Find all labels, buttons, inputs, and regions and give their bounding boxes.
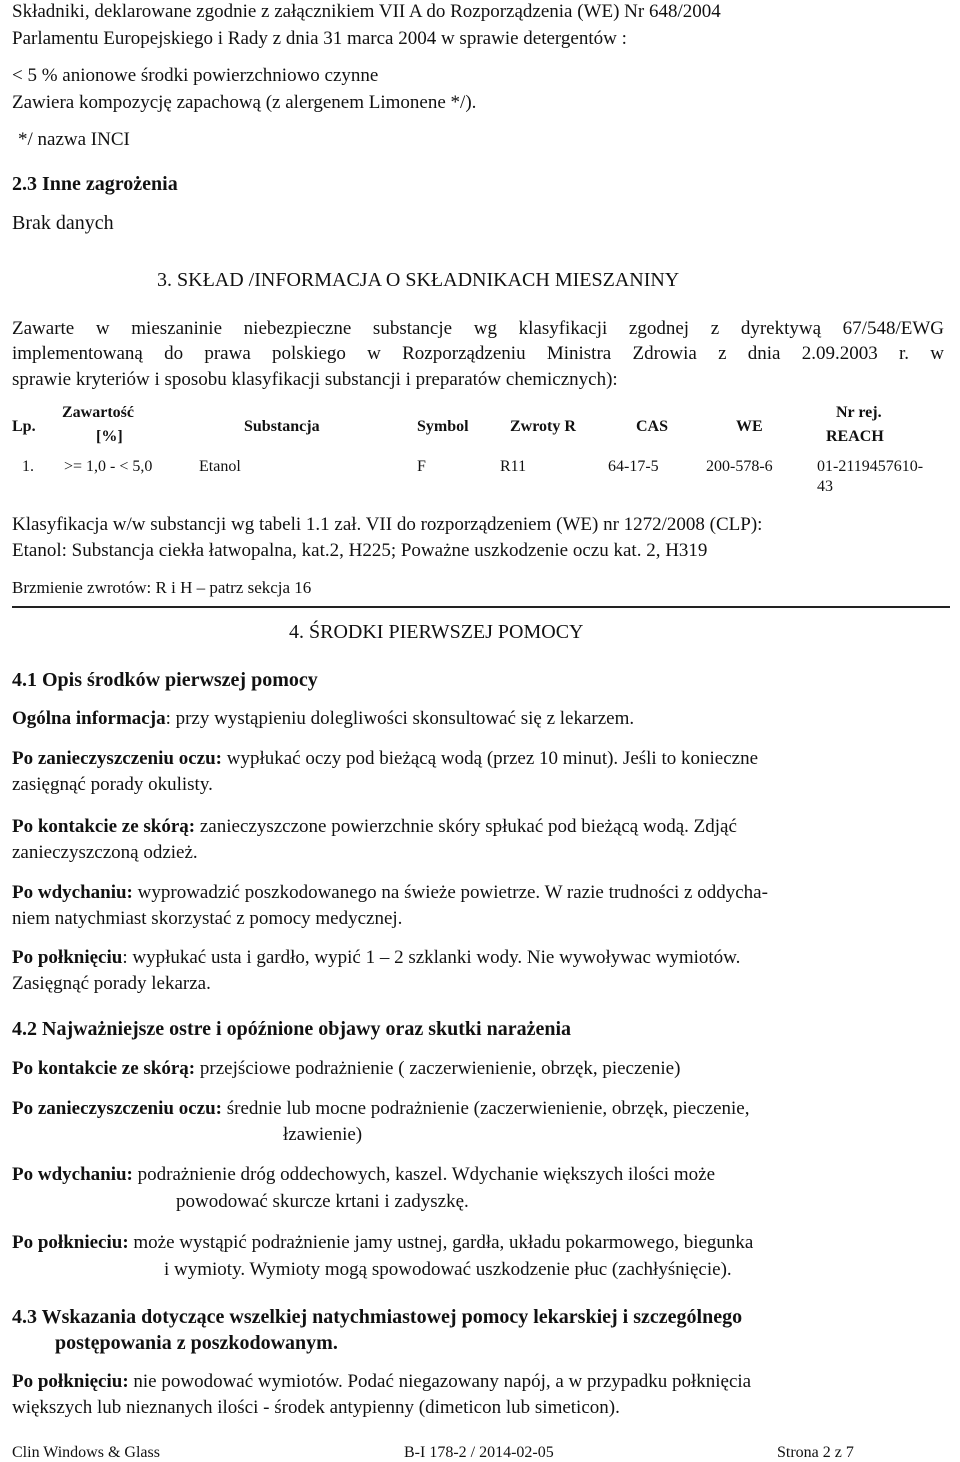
- section-4-1-title: 4.1 Opis środków pierwszej pomocy: [12, 669, 318, 691]
- header-we: WE: [736, 418, 763, 435]
- s2-swallow-line-1: [12, 1231, 753, 1255]
- s2-inhalation-line-2: powodować skurcze krtani i zadyszkę.: [176, 1191, 469, 1212]
- footer-document-id: B-I 178-2 / 2014-02-05: [404, 1444, 554, 1461]
- skin-label: Po kontakcie ze skórą:: [12, 816, 196, 837]
- s3-swallow-label: Po połknięciu:: [12, 1371, 129, 1392]
- section-3-para-line-1: Zawarte w mieszaninie niebezpieczne substancje wg klasyfikacji zgodnej z dyrektywą 67/548/EWG: [12, 318, 944, 339]
- s2-swallow-line-2: i wymioty. Wymioty mogą spowodować uszkodzenie płuc (zachłyśnięcie).: [164, 1259, 732, 1280]
- s2-swallow-label: Po połknieciu:: [12, 1232, 129, 1253]
- anionic-surfactants-line: < 5 % anionowe środki powierzchniowo czynne: [12, 65, 379, 86]
- inci-note: */ nazwa INCI: [18, 129, 130, 150]
- s2-swallow-text: może wystąpić podrażnienie jamy ustnej, gardła, układu pokarmowego, biegunka: [128, 1232, 754, 1253]
- header-substance: Substancja: [244, 418, 320, 435]
- phrases-note: Brzmienie zwrotów: R i H – patrz sekcja 16: [12, 578, 312, 597]
- skin-line-2: zanieczyszczoną odzież.: [12, 842, 198, 863]
- swallow-text: : wypłukać usta i gardło, wypić 1 – 2 szklanki wody. Nie wywoływac wymiotów.: [122, 947, 741, 968]
- inhalation-text: wyprowadzić poszkodowanego na świeże powietrze. W razie trudności z oddycha-: [132, 882, 768, 903]
- fragrance-line: Zawiera kompozycję zapachową (z alergenem Limonene */).: [12, 92, 477, 113]
- header-content: Zawartość: [62, 404, 134, 421]
- header-reach-number: Nr rej.: [836, 404, 882, 421]
- section-4-3-title-line-2: postępowania z poszkodowanym.: [55, 1332, 338, 1354]
- row-1-substance: Etanol: [199, 458, 241, 475]
- swallow-label: Po połknięciu: [12, 947, 123, 968]
- row-1-we: 200-578-6: [706, 458, 773, 475]
- clp-classification-line-2: Etanol: Substancja ciekła łatwopalna, kat.2, H225; Poważne uszkodzenie oczu kat. 2, H319: [12, 540, 708, 561]
- s2-eyes-line-2: łzawienie): [283, 1124, 363, 1145]
- section-4-2-title: 4.2 Najważniejsze ostre i opóźnione objawy oraz skutki narażenia: [12, 1018, 572, 1040]
- substance-table: [0, 404, 960, 494]
- s2-skin-label: Po kontakcie ze skórą:: [12, 1058, 196, 1079]
- s3-swallow-line-1: [12, 1370, 751, 1394]
- s2-skin-line: [12, 1057, 680, 1081]
- eyes-label: Po zanieczyszczeniu oczu:: [12, 748, 222, 769]
- s2-inhalation-text: podrażnienie dróg oddechowych, kaszel. Wdychanie większych ilości może: [132, 1164, 715, 1185]
- header-cas: CAS: [636, 418, 669, 435]
- composition-declaration-line-1: Składniki, deklarowane zgodnie z załącznikiem VII A do Rozporządzenia (WE) Nr 648/2004: [12, 1, 721, 22]
- section-2-3-body: Brak danych: [12, 212, 114, 234]
- s2-eyes-label: Po zanieczyszczeniu oczu:: [12, 1098, 222, 1119]
- eyes-line-1: [12, 747, 758, 771]
- s3-swallow-text: nie powodować wymiotów. Podać niegazowany napój, a w przypadku połknięcia: [128, 1371, 752, 1392]
- general-info-line: [12, 707, 634, 731]
- s2-eyes-line-1: [12, 1097, 750, 1121]
- footer-product-name: Clin Windows & Glass: [12, 1444, 160, 1461]
- row-1-symbol: F: [417, 458, 426, 475]
- eyes-text: wypłukać oczy pod bieżącą wodą (przez 10 minut). Jeśli to konieczne: [221, 748, 759, 769]
- header-content-unit: [%]: [96, 428, 123, 445]
- row-1-cas: 64-17-5: [608, 458, 659, 475]
- composition-declaration-line-2: Parlamentu Europejskiego i Rady z dnia 31 marca 2004 w sprawie detergentów :: [12, 28, 627, 49]
- row-1-content: >= 1,0 - < 5,0: [64, 458, 153, 475]
- header-symbol: Symbol: [417, 418, 469, 435]
- inhalation-line-2: niem natychmiast skorzystać z pomocy medycznej.: [12, 908, 403, 929]
- general-info-text: : przy wystąpieniu dolegliwości skonsultować się z lekarzem.: [165, 708, 635, 729]
- s2-inhalation-label: Po wdychaniu:: [12, 1164, 133, 1185]
- row-1-reach: 01-2119457610-: [817, 458, 924, 475]
- clp-classification-line-1: Klasyfikacja w/w substancji wg tabeli 1.1 zał. VII do rozporządzeniem (WE) nr 1272/2008 (CLP):: [12, 514, 763, 535]
- inhalation-label: Po wdychaniu:: [12, 882, 133, 903]
- header-reach: REACH: [826, 428, 884, 445]
- row-1-lp: 1.: [22, 458, 34, 475]
- row-1-r-phrases: R11: [500, 458, 527, 475]
- eyes-line-2: zasięgnąć porady okulisty.: [12, 774, 213, 795]
- footer-page-number: Strona 2 z 7: [777, 1444, 854, 1461]
- swallow-line-2: Zasięgnąć porady lekarza.: [12, 973, 211, 994]
- section-3-para-line-2: implementowaną do prawa polskiego w Rozporządzeniu Ministra Zdrowia z dnia 2.09.2003 r. w: [12, 343, 944, 364]
- section-3-title: 3. SKŁAD /INFORMACJA O SKŁADNIKACH MIESZANINY: [157, 269, 680, 291]
- skin-line-1: [12, 815, 737, 839]
- header-r-phrases: Zwroty R: [510, 418, 576, 435]
- header-lp: Lp.: [12, 418, 36, 435]
- inhalation-line-1: [12, 881, 768, 905]
- s2-inhalation-line-1: [12, 1163, 715, 1187]
- general-info-label: Ogólna informacja: [12, 708, 166, 729]
- s3-swallow-line-2: większych lub nieznanych ilości - środek antypienny (dimeticon lub simeticon).: [12, 1397, 620, 1418]
- s2-skin-text: przejściowe podrażnienie ( zaczerwienienie, obrzęk, pieczenie): [195, 1058, 681, 1079]
- section-4-title: 4. ŚRODKI PIERWSZEJ POMOCY: [289, 621, 584, 643]
- section-4-3-title-line-1: 4.3 Wskazania dotyczące wszelkiej natychmiastowej pomocy lekarskiej i szczególnego: [12, 1306, 743, 1328]
- skin-text: zanieczyszczone powierzchnie skóry spłukać pod bieżącą wodą. Zdjąć: [195, 816, 737, 837]
- section-2-3-title: 2.3 Inne zagrożenia: [12, 173, 178, 195]
- s2-eyes-text: średnie lub mocne podrażnienie (zaczerwienienie, obrzęk, pieczenie,: [221, 1098, 750, 1119]
- row-1-reach-cont: 43: [817, 478, 833, 495]
- section-divider: [12, 606, 950, 608]
- section-3-para-line-3: sprawie kryteriów i sposobu klasyfikacji substancji i preparatów chemicznych):: [12, 369, 618, 390]
- swallow-line-1: [12, 946, 740, 970]
